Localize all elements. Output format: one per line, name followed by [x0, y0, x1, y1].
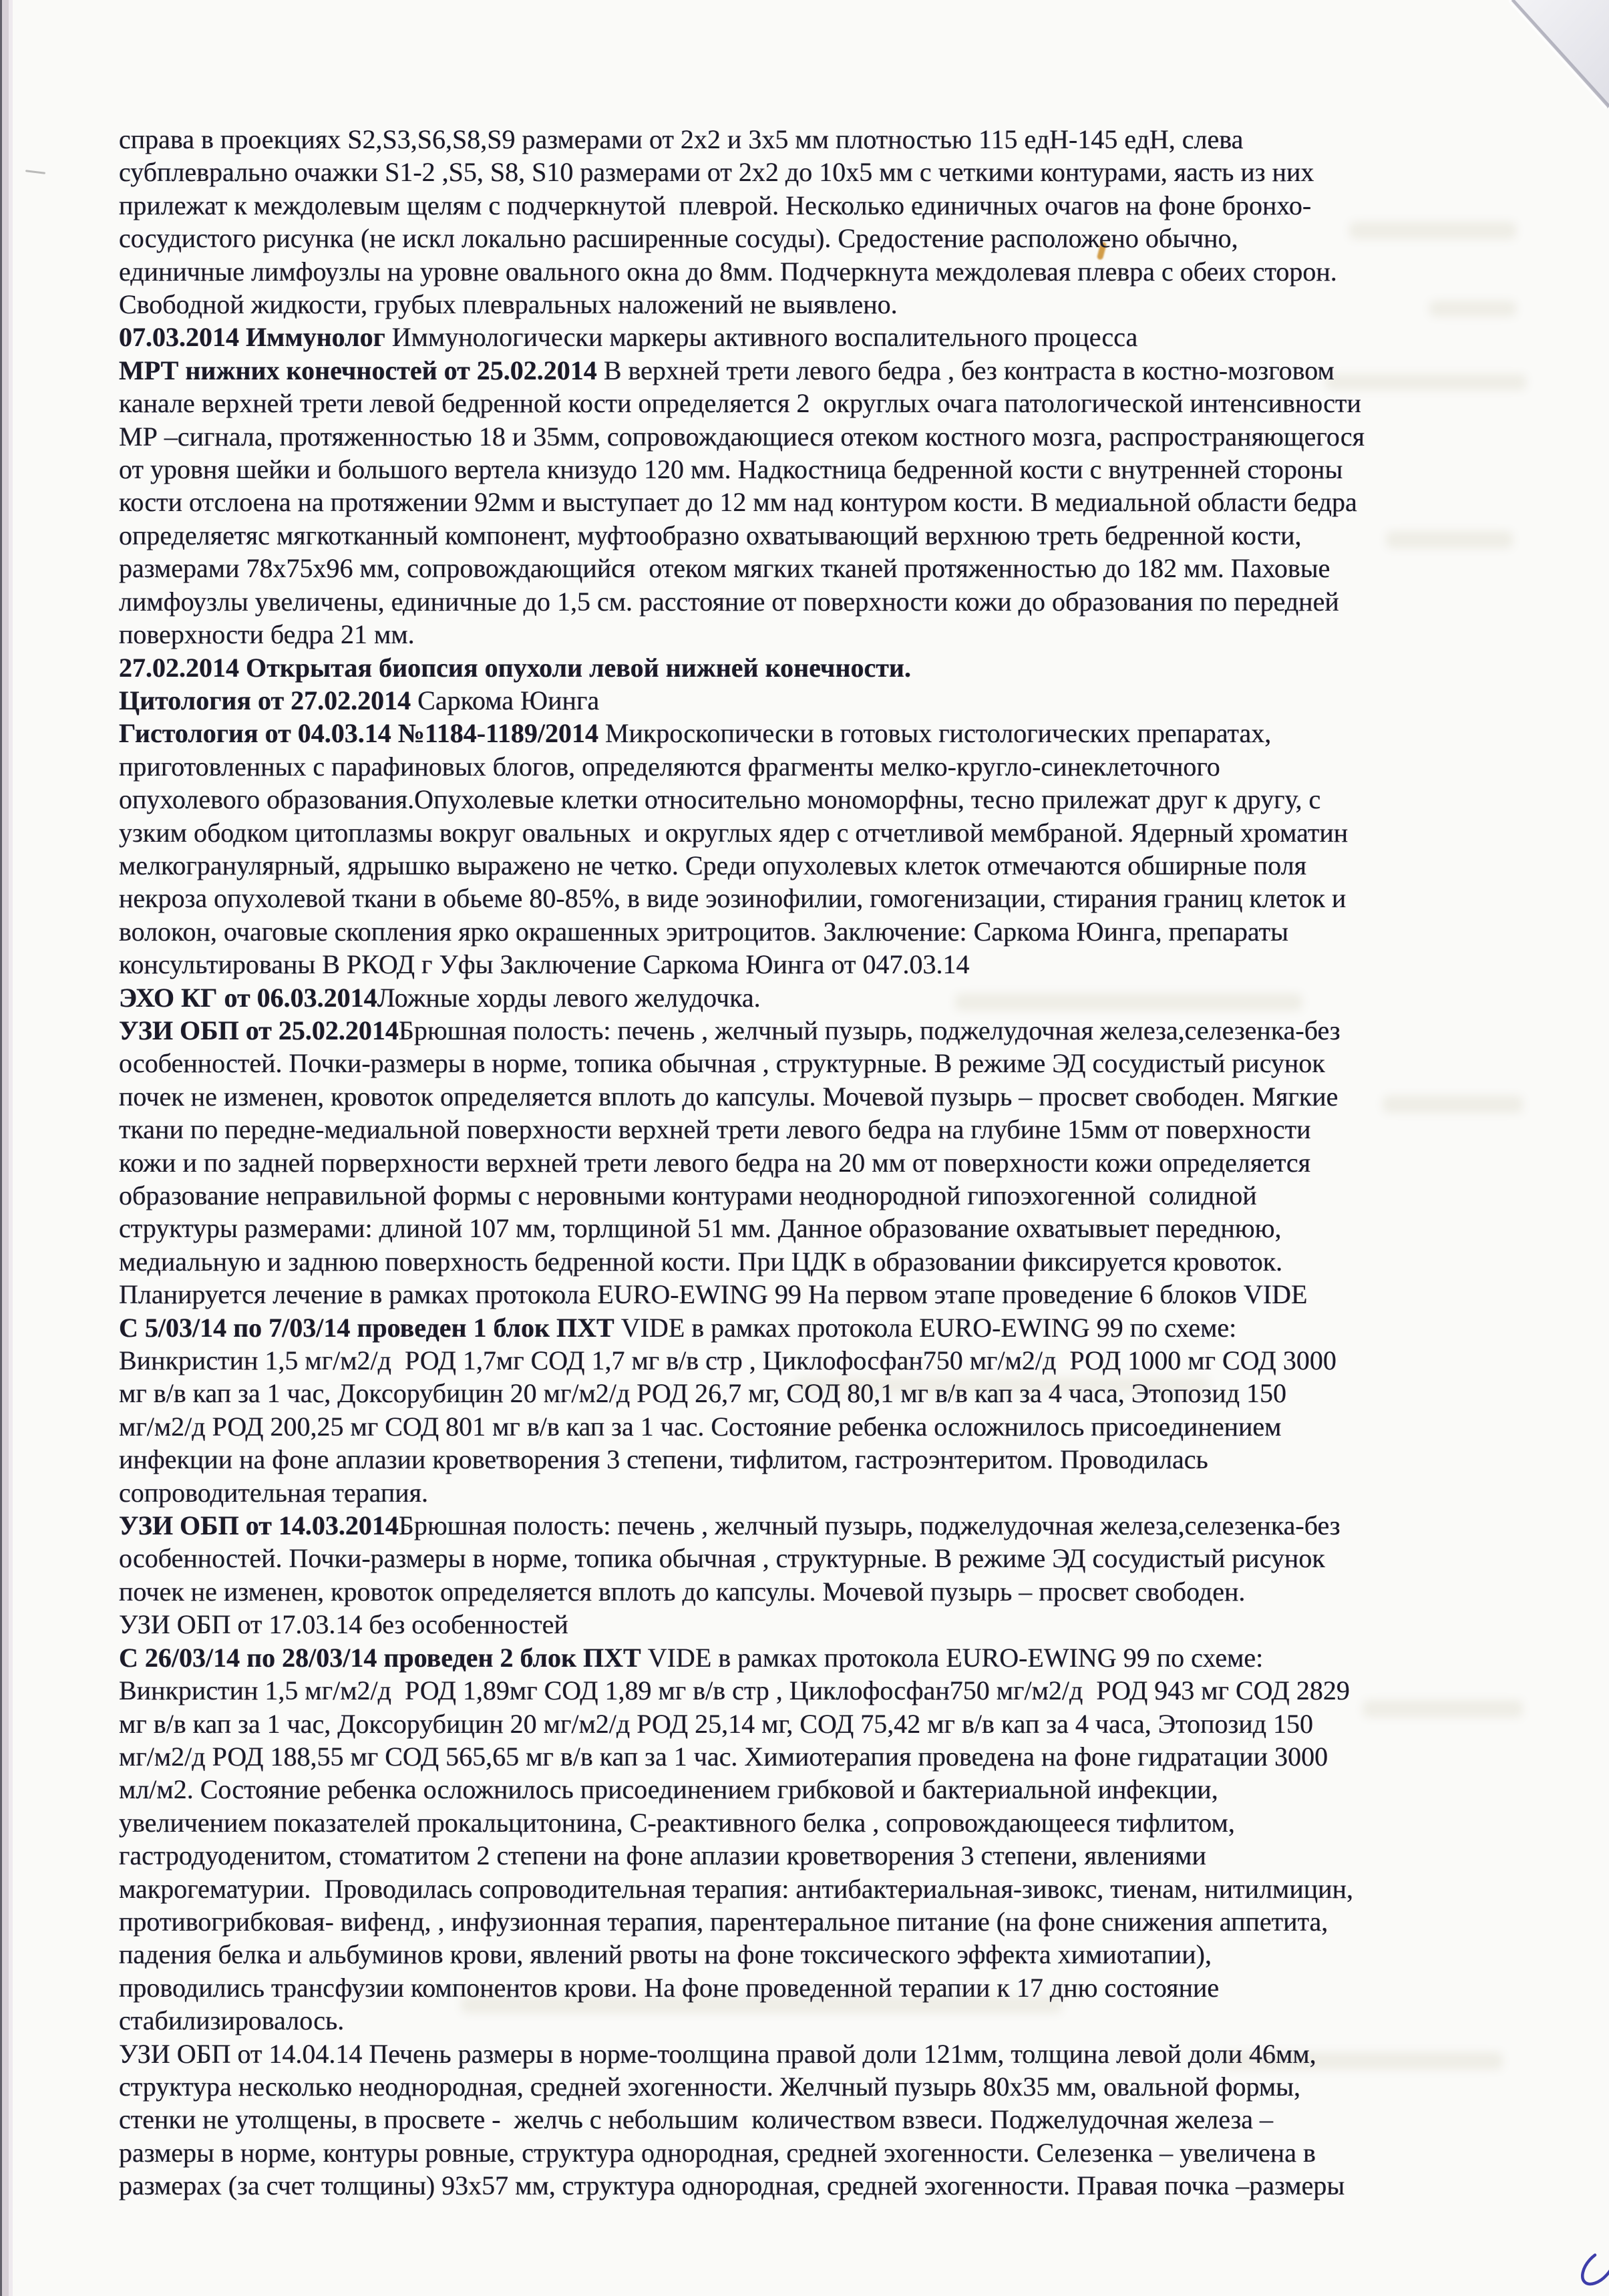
text-line: [119, 1080, 1582, 1113]
text-line: [119, 1707, 1582, 1740]
text-line: [119, 255, 1582, 288]
document-text: [119, 123, 1582, 2202]
text-line: [119, 1344, 1582, 1377]
text-line: [119, 420, 1582, 453]
text-line: [119, 156, 1582, 188]
pen-mark: [1573, 2237, 1609, 2296]
text-run: VIDE в рамках протокола EURO-EWING 99 по схеме:: [620, 1312, 1237, 1343]
text-run: узким ободком цитоплазмы вокруг овальных и округлых ядер с отчетливой мембраной. Ядерный хроматин: [119, 817, 1349, 848]
text-line: [119, 1938, 1582, 1971]
text-line: [119, 288, 1582, 321]
text-line: [119, 2103, 1582, 2136]
text-line: [119, 1410, 1582, 1443]
text-line: [119, 1839, 1582, 1872]
scan-scratch-artifact: [25, 170, 45, 174]
text-line: [119, 1905, 1582, 1938]
text-line: [119, 387, 1582, 420]
text-run: медиальную и заднюю поверхность бедренной кости. При ЦДК в образовании фиксируется кровоток.: [119, 1246, 1283, 1277]
text-line: [119, 882, 1582, 915]
text-line: [119, 1146, 1582, 1179]
text-line: [119, 1311, 1582, 1344]
text-line: [119, 2169, 1582, 2202]
text-run: размерах (за счет толщины) 93х57 мм, структура однородная, средней эхогенности. Правая почка –размеры: [119, 2170, 1345, 2201]
text-line: [119, 849, 1582, 882]
text-run: прилежат к междолевым щелям с подчеркнутой плеврой. Несколько единичных очагов на фоне бронхо-: [119, 190, 1312, 220]
text-line: [119, 2004, 1582, 2037]
text-run: инфекции на фоне аплазии кроветворения 3 степени, тифлитом, гастроэнтеритом. Проводилась: [119, 1444, 1208, 1475]
text-line: [119, 915, 1582, 948]
text-line: [119, 816, 1582, 849]
text-line: [119, 750, 1582, 783]
text-run: УЗИ ОБП от 14.04.14 Печень размеры в норме-тоолщина правой доли 121мм, толщина левой доли 46мм,: [119, 2038, 1316, 2069]
text-line: [119, 222, 1582, 255]
text-run: гастродуоденитом, стоматитом 2 степени на фоне аплазии кроветворения 3 степени, явлениями: [119, 1840, 1206, 1871]
text-run: сосудистого рисунка (не искл локально расширенные сосуды). Средостение расположено обычно,: [119, 223, 1238, 254]
text-run: макрогематурии. Проводилась сопроводительная терапия: антибактериальная-зивокс, тиенам, нитилмицин,: [119, 1873, 1353, 1904]
text-run-bold: Цитология от 27.02.2014: [119, 685, 418, 715]
text-run: приготовленных с парафиновых блогов, определяются фрагменты мелко-кругло-синеклеточного: [119, 751, 1220, 782]
text-line: [119, 981, 1582, 1014]
text-line: [119, 1278, 1582, 1311]
text-line: [119, 189, 1582, 222]
text-run: Планируется лечение в рамках протокола EURO-EWING 99 На первом этапе проведение 6 блоков VIDE: [119, 1279, 1308, 1310]
text-run: стабилизировалось.: [119, 2005, 345, 2036]
text-run: Иммунологически маркеры активного воспалительного процесса: [391, 322, 1138, 353]
text-line: [119, 1509, 1582, 1542]
text-run: структура несколько неоднородная, средней эхогенности. Желчный пузырь 80х35 мм, овальной формы,: [119, 2071, 1301, 2102]
text-run: определяетяс мягкотканный компонент, муфтообразно охватывающий верхнюю треть бедренной кости,: [119, 520, 1302, 550]
text-run-bold: Гистология от 04.03.14 №1184-1189/2014: [119, 718, 605, 749]
text-run: увеличением показателей прокальцитонина, С-реактивного белка , сопровождающееся тифлитом,: [119, 1807, 1235, 1838]
text-run: образование неправильной формы с неровными контурами неоднородной гипоэхогенной солидной: [119, 1180, 1257, 1210]
text-line: [119, 1971, 1582, 2004]
text-line: [119, 717, 1582, 750]
text-line: [119, 1113, 1582, 1146]
text-line: [119, 321, 1582, 353]
text-line: [119, 1806, 1582, 1839]
text-line: [119, 1179, 1582, 1212]
text-run: единичные лимфоузлы на уровне овального окна до 8мм. Подчеркнута междолевая плевра с обеих сторон.: [119, 256, 1337, 287]
text-run: УЗИ ОБП от 17.03.14 без особенностей: [119, 1609, 568, 1640]
text-run: волокон, очаговые скопления ярко окрашенных эритроцитов. Заключение: Саркома Юинга, препараты: [119, 916, 1288, 947]
text-line: [119, 123, 1582, 156]
text-run: МР –сигнала, протяженностью 18 и 35мм, сопровождающиеся отеком костного мозга, распространяющегося: [119, 421, 1365, 452]
text-line: [119, 1740, 1582, 1773]
text-run: лимфоузлы увеличены, единичные до 1,5 см. расстояние от поверхности кожи до образования по передней: [119, 586, 1339, 617]
text-run: мг/м2/д РОД 188,55 мг СОД 565,65 мг в/в кап за 1 час. Химиотерапия проведена на фоне гидратации 3000: [119, 1741, 1328, 1772]
text-line: [119, 2136, 1582, 2169]
text-run: Брюшная полость: печень , желчный пузырь, поджелудочная железа,селезенка-без: [398, 1015, 1340, 1045]
text-run-bold: МРТ нижних конечностей от 25.02.2014: [119, 355, 604, 385]
text-run: противогрибковая- вифенд, , инфузионная терапия, парентеральное питание (на фоне снижения аппетита,: [119, 1906, 1328, 1937]
text-run-bold: С 5/03/14 по 7/03/14 проведен 1 блок ПХТ: [119, 1312, 621, 1343]
text-run: Винкристин 1,5 мг/м2/д РОД 1,7мг СОД 1,7 мг в/в стр , Циклофосфан750 мг/м2/д РОД 1000 мг СОД 3000: [119, 1345, 1336, 1376]
text-line: [119, 1872, 1582, 1905]
text-line: [119, 1212, 1582, 1245]
text-run: справа в проекциях S2,S3,S6,S8,S9 размерами от 2х2 и 3х5 мм плотностью 115 едН-145 едН, слева: [119, 124, 1244, 154]
text-run: особенностей. Почки-размеры в норме, топика обычная , структурные. В режиме ЭД сосудистый рисунок: [119, 1048, 1325, 1079]
text-line: [119, 2070, 1582, 2103]
text-run: канале верхней трети левой бедренной кости определяется 2 округлых очага патологической интенсивности: [119, 388, 1361, 419]
text-line: [119, 684, 1582, 717]
text-run: VIDE в рамках протокола EURO-EWING 99 по схеме:: [647, 1642, 1264, 1673]
folded-corner: [1509, 0, 1609, 114]
text-line: [119, 585, 1582, 618]
text-run-bold: ЭХО КГ от 06.03.2014: [119, 982, 377, 1013]
text-run: мелкогранулярный, ядрышко выражено не четко. Среди опухолевых клеток отмечаются обширные поля: [119, 850, 1307, 880]
text-line: [119, 1443, 1582, 1476]
text-run: Брюшная полость: печень , желчный пузырь, поджелудочная железа,селезенка-без: [398, 1510, 1340, 1541]
text-run: мг в/в кап за 1 час, Доксорубицин 20 мг/м2/д РОД 26,7 мг, СОД 80,1 мг в/в кап за 4 часа, Этопозид 150: [119, 1378, 1287, 1409]
text-run: мл/м2. Состояние ребенка осложнилось присоединением грибковой и бактериальной инфекции,: [119, 1774, 1218, 1805]
text-line: [119, 1245, 1582, 1278]
text-run: почек не изменен, кровоток определяется вплоть до капсулы. Мочевой пузырь – просвет свободен.: [119, 1576, 1246, 1607]
text-line: [119, 519, 1582, 552]
text-line: [119, 354, 1582, 387]
text-run: падения белка и альбуминов крови, явлений рвоты на фоне токсического эффекта химиотапии),: [119, 1939, 1212, 1970]
text-run: субплеврально очажки S1-2 ,S5, S8, S10 размерами от 2х2 до 10х5 мм с четкими контурами, яасть из них: [119, 157, 1314, 188]
text-run: мг/м2/д РОД 200,25 мг СОД 801 мг в/в кап за 1 час. Состояние ребенка осложнилось присоединением: [119, 1411, 1282, 1442]
text-run: размеры в норме, контуры ровные, структура однородная, средней эхогенности. Селезенка – увеличена в: [119, 2137, 1316, 2168]
text-run: размерами 78х75х96 мм, сопровождающийся отеком мягких тканей протяженностью до 182 мм. Паховые: [119, 553, 1330, 584]
text-line: [119, 2037, 1582, 2070]
text-line: [119, 552, 1582, 585]
text-line: [119, 1773, 1582, 1806]
text-line: [119, 1641, 1582, 1674]
text-line: [119, 1542, 1582, 1575]
text-run: сопроводительная терапия.: [119, 1477, 429, 1508]
text-line: [119, 651, 1582, 684]
text-line: [119, 1476, 1582, 1509]
text-line: [119, 948, 1582, 981]
text-run: ткани по передне-медиальной поверхности верхней трети левого бедра на глубине 15мм от поверхности: [119, 1114, 1311, 1145]
text-run: некроза опухолевой ткани в обьеме 80-85%, в виде эозинофилии, гомогенизации, стирания границ клеток и: [119, 883, 1347, 914]
text-line: [119, 783, 1582, 816]
text-line: [119, 1575, 1582, 1608]
text-run: структуры размерами: длиной 107 мм, торлщиной 51 мм. Данное образование охватывыет переднюю,: [119, 1213, 1282, 1244]
text-line: [119, 486, 1582, 518]
text-line: [119, 1014, 1582, 1047]
text-run: поверхности бедра 21 мм.: [119, 619, 415, 650]
text-run: Ложные хорды левого желудочка.: [377, 982, 761, 1013]
text-run: Саркома Юинга: [417, 685, 600, 715]
text-run: мг в/в кап за 1 час, Доксорубицин 20 мг/м2/д РОД 25,14 мг, СОД 75,42 мг в/в кап за 4 часа, Этопозид 150: [119, 1708, 1314, 1739]
text-line: [119, 1377, 1582, 1410]
text-line: [119, 618, 1582, 651]
text-line: [119, 1047, 1582, 1080]
text-run: особенностей. Почки-размеры в норме, топика обычная , структурные. В режиме ЭД сосудистый рисунок: [119, 1543, 1325, 1574]
text-run: Микроскопически в готовых гистологических препаратах,: [604, 718, 1272, 749]
text-run: стенки не утолщены, в просвете - желчь с небольшим количеством взвеси. Поджелудочная железа –: [119, 2104, 1274, 2135]
text-run: от уровня шейки и большого вертела книзудо 120 мм. Надкостница бедренной кости с внутренней стороны: [119, 454, 1343, 485]
text-run: Свободной жидкости, грубых плевральных наложений не выявлено.: [119, 289, 898, 320]
text-run: опухолевого образования.Опухолевые клетки относительно мономорфны, тесно прилежат друг к другу, с: [119, 784, 1321, 815]
text-run: В верхней трети левого бедра , без контраста в костно-мозговом: [603, 355, 1334, 385]
text-run-bold: 07.03.2014 Иммунолог: [119, 322, 392, 353]
text-line: [119, 453, 1582, 486]
text-run-bold: УЗИ ОБП от 14.03.2014: [119, 1510, 399, 1541]
text-run-bold: УЗИ ОБП от 25.02.2014: [119, 1015, 399, 1045]
scanner-edge-strip: [0, 0, 13, 2296]
text-run: кости отслоена на протяжении 92мм и выступает до 12 мм над контуром кости. В медиальной области бедра: [119, 487, 1357, 518]
text-line: [119, 1674, 1582, 1707]
text-line: [119, 1608, 1582, 1641]
text-run: почек не изменен, кровоток определяется вплоть до капсулы. Мочевой пузырь – просвет свободен. Мягкие: [119, 1081, 1338, 1112]
text-run: Винкристин 1,5 мг/м2/д РОД 1,89мг СОД 1,89 мг в/в стр , Циклофосфан750 мг/м2/д РОД 943 мг СОД 2829: [119, 1675, 1350, 1706]
text-run: кожи и по задней порверхности верхней трети левого бедра на 20 мм от поверхности кожи определяется: [119, 1147, 1311, 1178]
text-run-bold: 27.02.2014 Открытая биопсия опухоли левой нижней конечности.: [119, 652, 911, 683]
text-run: проводились трансфузии компонентов крови. На фоне проведенной терапии к 17 дню состояние: [119, 1972, 1220, 2003]
text-run-bold: С 26/03/14 по 28/03/14 проведен 2 блок ПХТ: [119, 1642, 648, 1673]
text-run: консультированы В РКОД г Уфы Заключение Саркома Юинга от 047.03.14: [119, 949, 970, 980]
